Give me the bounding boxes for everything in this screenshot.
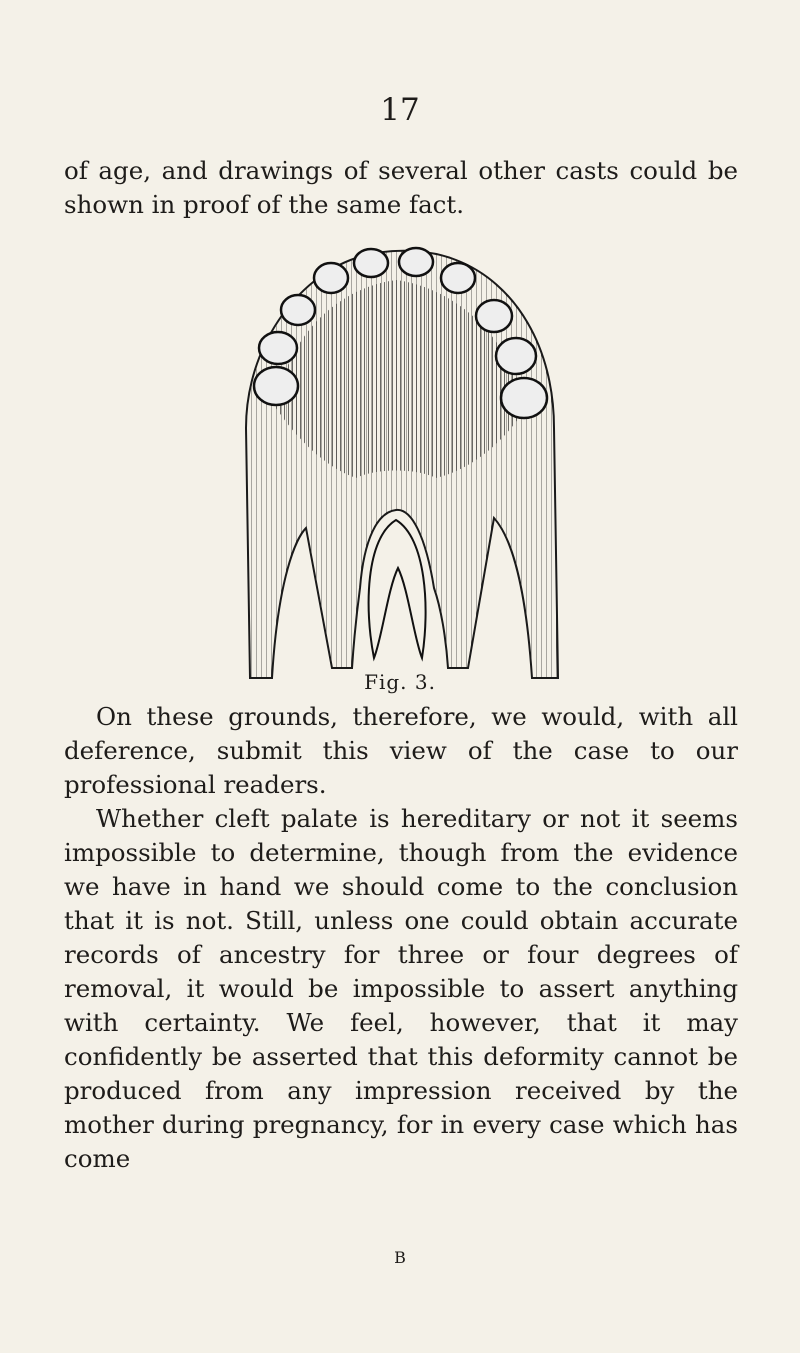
- tooth-central-left: [354, 249, 388, 277]
- tooth-right-canine: [476, 300, 512, 332]
- tooth-left-canine: [281, 295, 315, 325]
- figure-caption: Fig. 3.: [364, 670, 436, 694]
- body-text: [64, 700, 738, 1176]
- paragraph-1: On these grounds, therefore, we would, with all deference, submit this view of the case to our professional readers.: [64, 702, 738, 799]
- tooth-right-premolar: [496, 338, 536, 374]
- tooth-left-molar: [254, 367, 298, 405]
- cleft-palate-illustration: [236, 238, 566, 688]
- tooth-left-premolar: [259, 332, 297, 364]
- paragraph-2: Whether cleft palate is hereditary or not it seems impossible to determine, though from the evidence we have in hand we should come to the conclusion that it is not. Still, unless one could obtain accurate records of ancestry for three or four degrees of removal, it would be impossible to assert anything with certainty. We feel, however, that it may confidently be asserted that this deformity cannot be produced from any impression received by the mother during pregnancy, for in every case which has come: [64, 804, 738, 1173]
- top-paragraph: [64, 154, 738, 222]
- page-number: 17: [380, 92, 420, 128]
- cleft-gap: [369, 520, 426, 658]
- tooth-right-incisor: [441, 263, 475, 293]
- signature-mark: B: [394, 1248, 406, 1267]
- top-paragraph-text: of age, and drawings of several other casts could be shown in proof of the same fact.: [64, 156, 738, 219]
- tooth-right-molar: [501, 378, 547, 418]
- tooth-central-right: [399, 248, 433, 276]
- tooth-left-incisor: [314, 263, 348, 293]
